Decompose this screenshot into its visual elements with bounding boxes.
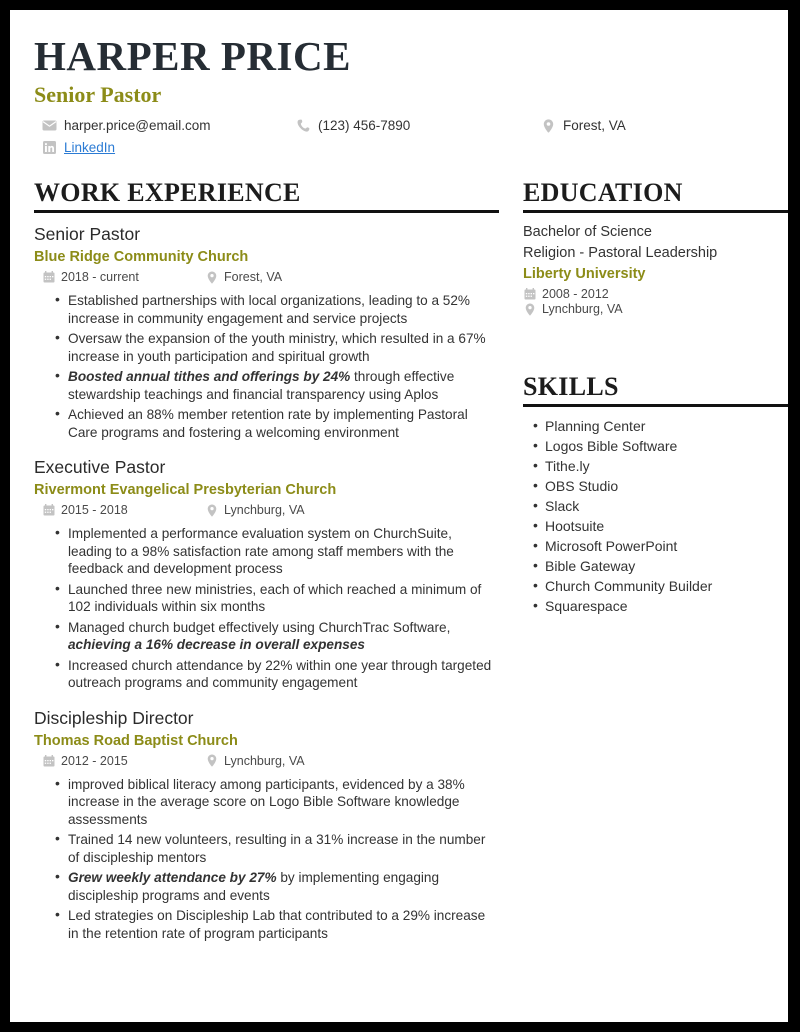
section-divider [523, 404, 788, 407]
bullet-text: Oversaw the expansion of the youth ministry, which resulted in a 67% increase in youth participation and spiritual growth [68, 331, 486, 364]
contact-row-secondary [34, 140, 768, 162]
work-entry-title: Executive Pastor [34, 457, 166, 477]
work-entry-date [42, 503, 128, 517]
contact-phone[interactable] [296, 118, 410, 133]
location-pin-icon [205, 504, 218, 517]
skills-list [523, 416, 788, 616]
contact-location [541, 118, 626, 133]
work-entry-date-text: 2015 - 2018 [61, 503, 128, 517]
contact-location-text: Forest, VA [563, 118, 626, 133]
right-column [523, 178, 788, 618]
bullet-emphasis: achieving a 16% decrease in overall expenses [68, 637, 365, 652]
work-entry-location-text: Lynchburg, VA [224, 753, 305, 768]
left-column [34, 178, 499, 956]
bullet-item [68, 368, 499, 403]
work-entry-location [205, 503, 305, 517]
skill-item: • Logos Bible Software [545, 436, 788, 456]
education-school: Liberty University [523, 266, 646, 282]
bullet-text: through effective stewardship teachings and financial transparency using Aplos [68, 369, 455, 402]
work-entry-meta [34, 754, 499, 773]
skill-item: • Tithe.ly [545, 456, 788, 476]
bullet-item [68, 330, 499, 365]
education-location-text: Lynchburg, VA [542, 302, 623, 316]
work-entry-bullets [34, 525, 499, 692]
bullet-item [68, 406, 499, 441]
resume-header [34, 32, 768, 162]
work-entry-location [205, 270, 282, 284]
bullet-item [68, 525, 499, 578]
section-divider [523, 210, 788, 213]
contact-row-primary [34, 118, 768, 140]
work-entry-location-text: Lynchburg, VA [224, 503, 305, 517]
calendar-icon [42, 271, 55, 284]
section-skills [523, 372, 788, 616]
skills-section-title: SKILLS [523, 372, 619, 401]
education-entry-meta [523, 287, 788, 316]
work-entry-organization: Thomas Road Baptist Church [34, 732, 238, 749]
location-pin-icon [541, 118, 556, 133]
calendar-icon [42, 754, 55, 767]
education-degree: Bachelor of Science [523, 224, 652, 240]
work-entry-date [42, 270, 139, 284]
work-entry-bullets [34, 776, 499, 943]
phone-icon [296, 118, 311, 133]
resume-body [34, 178, 768, 956]
work-entry-date [42, 754, 128, 768]
section-divider [34, 210, 499, 213]
skill-item: • Hootsuite [545, 516, 788, 536]
bullet-item [68, 292, 499, 327]
bullet-text: Managed church budget effectively using ChurchTrac Software, [68, 619, 451, 635]
location-pin-icon [205, 754, 218, 767]
bullet-text: Trained 14 new volunteers, resulting in a 31% increase in the number of discipleship mentors [68, 832, 486, 865]
contact-linkedin[interactable] [42, 140, 115, 155]
contact-email-text: harper.price@email.com [64, 118, 211, 133]
location-pin-icon [523, 303, 536, 316]
bullet-text: improved biblical literacy among participants, evidenced by a 38% increase in the average score on Logo Bible Software knowledge assessments [68, 776, 465, 827]
work-entry [34, 455, 499, 692]
candidate-name: HARPER PRICE [34, 33, 351, 79]
skill-item: • Slack [545, 496, 788, 516]
work-entry-title: Discipleship Director [34, 707, 194, 728]
bullet-item [68, 776, 499, 829]
bullet-item [68, 907, 499, 942]
linkedin-icon [42, 140, 57, 155]
calendar-icon [523, 288, 536, 301]
bullet-text: Achieved an 88% member retention rate by implementing Pastoral Care programs and fostering a welcoming environment [68, 407, 468, 440]
bullet-text: Increased church attendance by 22% within one year through targeted outreach programs and community engagement [68, 657, 492, 690]
work-entry-organization: Blue Ridge Community Church [34, 249, 249, 265]
section-education [523, 178, 788, 316]
work-section-title: WORK EXPERIENCE [34, 178, 301, 207]
work-entry-location-text: Forest, VA [224, 270, 283, 284]
bullet-emphasis: Boosted annual tithes and offerings by 24% [68, 369, 351, 384]
candidate-job-title: Senior Pastor [34, 82, 162, 107]
work-entry [34, 706, 499, 943]
bullet-text: Established partnerships with local organizations, leading to a 52% increase in community engagement and service projects [68, 293, 471, 326]
bullet-text: Launched three new ministries, each of which reached a minimum of 102 individuals within six months [68, 581, 482, 614]
work-entry-date-text: 2012 - 2015 [61, 753, 128, 768]
work-entry-location [205, 754, 305, 768]
bullet-item [68, 869, 499, 904]
skill-item: • Planning Center [545, 416, 788, 436]
envelope-icon [42, 118, 57, 133]
work-entry-date-text: 2018 - current [61, 270, 139, 284]
contact-phone-text: (123) 456-7890 [318, 118, 411, 133]
contact-linkedin-text[interactable]: LinkedIn [64, 140, 116, 155]
work-entry [34, 222, 499, 441]
bullet-item [68, 581, 499, 616]
bullet-item [68, 831, 499, 866]
bullet-text: Led strategies on Discipleship Lab that contributed to a 29% increase in the retention rate of program participants [68, 908, 486, 941]
bullet-emphasis: Grew weekly attendance by 27% [68, 870, 277, 885]
location-pin-icon [205, 271, 218, 284]
contact-email[interactable] [42, 118, 211, 133]
section-work-experience [34, 178, 499, 942]
skill-item: • Church Community Builder [545, 576, 788, 596]
bullet-text: Implemented a performance evaluation system on ChurchSuite, leading to a 98% satisfaction rate among staff members with the feedback and development process [68, 526, 454, 576]
skill-item: • Microsoft PowerPoint [545, 536, 788, 556]
education-section-title: EDUCATION [523, 178, 683, 207]
skill-item: • Squarespace [545, 596, 788, 616]
skill-item: • OBS Studio [545, 476, 788, 496]
work-entry-meta [34, 503, 499, 522]
education-field: Religion - Pastoral Leadership [523, 245, 718, 261]
work-entry-bullets [34, 292, 499, 441]
resume-page [10, 10, 788, 1022]
education-date [523, 287, 788, 301]
education-location [523, 302, 788, 316]
calendar-icon [42, 504, 55, 517]
education-entry [523, 222, 788, 316]
work-entry-meta [34, 270, 499, 289]
skill-item: • Bible Gateway [545, 556, 788, 576]
work-entry-organization: Rivermont Evangelical Presbyterian Church [34, 482, 337, 498]
work-entry-title: Senior Pastor [34, 224, 141, 244]
education-date-text: 2008 - 2012 [542, 287, 609, 301]
bullet-item [68, 657, 499, 692]
bullet-text: by implementing engaging discipleship programs and events [68, 870, 440, 903]
bullet-item [68, 619, 499, 654]
section-spacer [523, 330, 788, 372]
